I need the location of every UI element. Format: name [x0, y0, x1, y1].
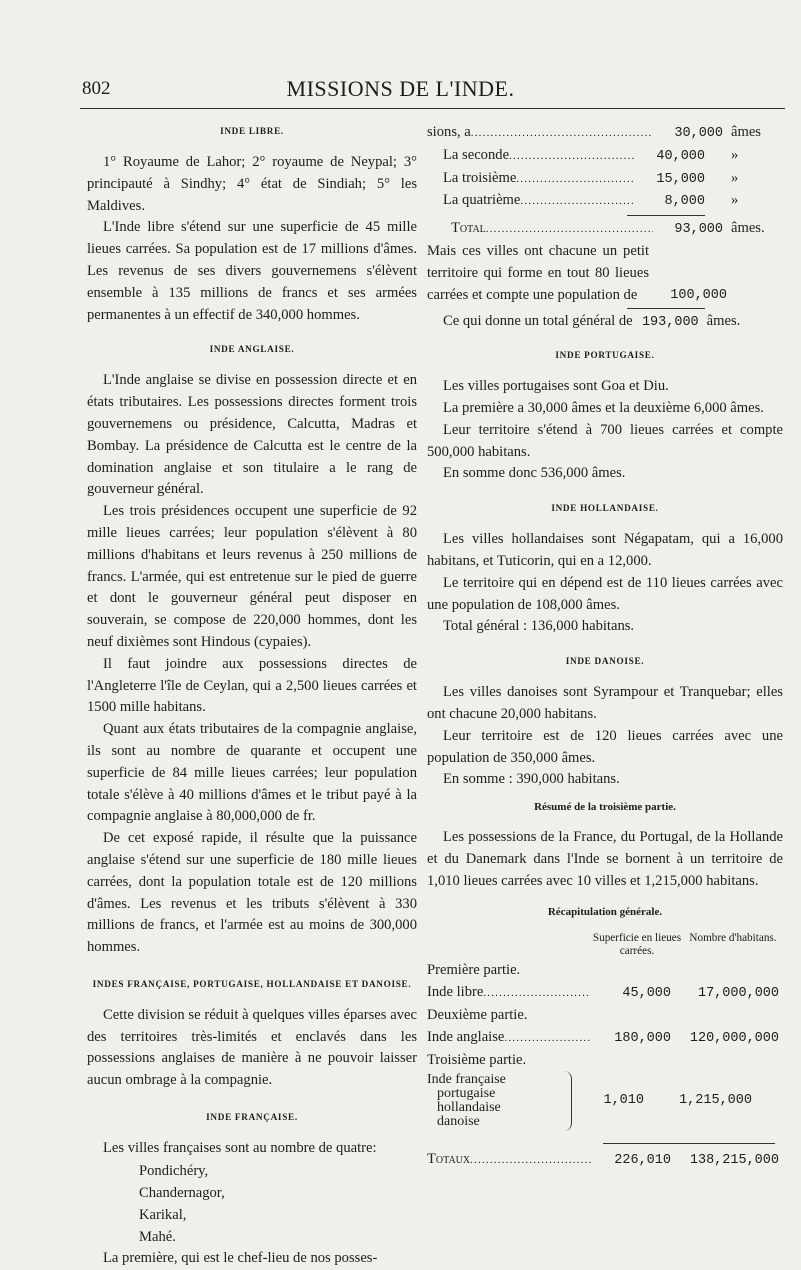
part-label: Première partie.: [427, 962, 521, 979]
group-item: hollandaise: [437, 1101, 501, 1116]
totals-rule: [603, 1143, 775, 1144]
list-item: Karikal,: [139, 1206, 187, 1223]
table-row: [427, 122, 783, 145]
part-label: Troisième partie.: [427, 1052, 527, 1069]
territory-row: [427, 241, 783, 306]
paragraph-resume: Les possessions de la France, du Portugal, de la Hollande et du Danemark dans l'Inde se bornent à un territoire de 1,010 lieues carrées avec 10 villes et 1,215,000 habitans.: [427, 828, 783, 889]
column-header-superficie: Superficie en lieues carrées.: [592, 932, 682, 958]
row-label: La quatrième: [443, 192, 521, 209]
total-label: Total: [451, 220, 486, 237]
paragraph-portugaise-4: En somme donc 536,000 âmes.: [443, 465, 626, 482]
paragraph-danoise-3: En somme : 390,000 habitans.: [443, 771, 620, 788]
table-row-total: [427, 218, 783, 241]
paragraph-inde-anglaise-4: Quant aux états tributaires de la compagnie anglaise, ils sont au nombre de quarante et occupent une superficie de 84 mille lieues carrées; leur population totale s'élève à 40 millions d'âmes et le tribut payé à la compagnie anglaise à 80,000,000 de fr.: [87, 721, 417, 825]
row-value: 40,000: [656, 148, 705, 164]
brace-icon: [561, 1071, 572, 1131]
header-rule: [80, 108, 785, 109]
grand-total-text: Ce qui donne un total général de: [443, 313, 633, 330]
table-row: [427, 1026, 779, 1050]
paragraph-inde-anglaise-2: Les trois présidences occupent une superficie de 92 mille lieues carrées; leur population s'élèvent à 80 millions d'habitans et leurs revenus à 250 millions de francs. L'armée, qui est entretenue sur le pied de guerre et dont le gouverneur général peut disposer en souverain, se compose de 220,000 hommes, dont les neuf dixièmes sont Hindous (cypaies).: [87, 503, 417, 650]
city-list: [87, 1160, 417, 1248]
paragraph-hollandaise-3: Total général : 136,000 habitans.: [443, 618, 635, 635]
row-superficie: 45,000: [622, 986, 671, 1002]
heading-inde-portugaise: INDE PORTUGAISE.: [555, 350, 655, 361]
paragraph-inde-anglaise-3: Il faut joindre aux possessions directes de l'Angleterre l'île de Ceylan, qui a 2,500 lieues carrées et 1500 mille habitans.: [87, 655, 417, 716]
paragraph-inde-francaise-end: La première, qui est le chef-lieu de nos posses-: [103, 1249, 378, 1266]
row-value: 8,000: [664, 194, 705, 210]
row-value: 15,000: [656, 171, 705, 187]
heading-inde-francaise: INDE FRANÇAISE.: [206, 1112, 298, 1123]
totals-superficie: 226,010: [614, 1153, 671, 1169]
row-label: La seconde: [443, 146, 510, 163]
row-unit: âmes: [731, 124, 761, 140]
paragraph-inde-anglaise-1: L'Inde anglaise se divise en possession directe et en états tributaires. Les possessions directes forment trois gouvernemens ou présidence, Calcutta, Madras et Bombay. La présidence de Calcutta est le centre de la domination anglaise et son titulaire a le rang de gouverneur général.: [87, 372, 417, 498]
paragraph-indes-diverses: Cette division se réduit à quelques villes éparses avec des territoires très-limités et enclavés dans les possessions anglaises de manière à ne pouvoir laisser aucun ombrage à la compagnie.: [87, 1006, 417, 1089]
paragraph-inde-anglaise-5: De cet exposé rapide, il résulte que la puissance anglaise s'étend sur une superficie de 180 mille lieues carrées, dont la population totale est de 120 millions d'âmes. Les revenus et les tributs s'élèvent à 330 millions de francs, et l'armée est au moins de 300,000 hommes.: [87, 830, 417, 956]
table-row: [427, 145, 783, 168]
paragraph-inde-libre-2: L'Inde libre s'étend sur une superficie de 45 mille lieues carrées. Sa population est de 17 millions d'âmes. Les revenus de ses divers gouvernemens s'élèvent ensemble à 135 millions de francs et ses armées permanentes à un effectif de 340,000 hommes.: [87, 219, 417, 323]
group-names: [427, 1073, 561, 1129]
row-value: 30,000: [674, 126, 723, 141]
recap-header: [427, 932, 779, 958]
paragraph-hollandaise-1: Les villes hollandaises sont Négapatam, qui a 16,000 habitans, et Tuticorin, qui en a 12,000.: [427, 531, 783, 569]
paragraph-portugaise-1: Les villes portugaises sont Goa et Diu.: [443, 378, 669, 395]
heading-inde-libre: INDE LIBRE.: [220, 126, 284, 136]
row-habitans: 120,000,000: [689, 1031, 779, 1047]
table-row: [427, 190, 783, 213]
totals-habitans: 138,215,000: [689, 1153, 779, 1169]
paragraph-hollandaise-2: Le territoire qui en dépend est de 110 lieues carrées avec une population de 108,000 âmes.: [427, 574, 783, 613]
heading-resume: Résumé de la troisième partie.: [534, 801, 676, 814]
group-item: Inde française: [427, 1073, 506, 1088]
right-column: [427, 122, 783, 1172]
row-unit: »: [731, 146, 739, 163]
paragraph-portugaise-3: Leur territoire s'étend à 700 lieues carrées et compte 500,000 habitans.: [427, 421, 783, 460]
row-label: Inde anglaise: [427, 1029, 505, 1046]
page-number: 802: [82, 78, 111, 99]
list-item: Mahé.: [139, 1228, 176, 1245]
mais-text: Mais ces villes ont chacune un petit territoire qui forme en tout 80 lieues carrées et compte une population de: [427, 242, 649, 303]
paragraph-danoise-1: Les villes danoises sont Syrampour et Tranquebar; elles ont chacune 20,000 habitans.: [427, 684, 783, 722]
paragraph-inde-libre-1: 1° Royaume de Lahor; 2° royaume de Neypal; 3° principauté à Sindhy; 4° état de Sindiah; 5° les Maldives.: [87, 154, 417, 214]
row-unit: »: [731, 169, 739, 186]
part-label: Deuxième partie.: [427, 1007, 528, 1024]
sum-rule: [627, 308, 705, 309]
grand-total-unit: âmes.: [706, 313, 741, 330]
group-item: portugaise: [437, 1087, 496, 1102]
population-table: [427, 122, 783, 334]
row-label: Inde libre: [427, 984, 484, 1001]
group-habitans: 1,215,000: [679, 1093, 752, 1109]
row-superficie: 180,000: [614, 1031, 671, 1047]
row-habitans: 17,000,000: [697, 986, 779, 1002]
row-label: La troisième: [443, 169, 517, 186]
table-row-group: [427, 1071, 779, 1131]
paragraph-portugaise-2: La première a 30,000 âmes et la deuxième 6,000 âmes.: [443, 399, 764, 416]
left-column: [87, 122, 417, 1270]
table-row-totals: [427, 1148, 779, 1172]
heading-inde-danoise: INDE DANOISE.: [565, 656, 645, 667]
sum-rule: [627, 215, 705, 216]
territory-text: [427, 241, 649, 306]
totals-label: Totaux: [427, 1151, 471, 1168]
table-row: [427, 168, 783, 191]
heading-indes-diverses: INDES FRANÇAISE, PORTUGAISE, HOLLANDAISE ET DANOISE.: [92, 978, 412, 989]
grand-total-value: 193,000: [641, 315, 699, 331]
list-item: Pondichéry,: [139, 1162, 209, 1179]
group-superficie: 1,010: [603, 1093, 644, 1109]
column-header-habitans: Nombre d'habitans.: [689, 932, 777, 945]
total-value: 93,000: [674, 222, 723, 238]
group-item: danoise: [437, 1115, 480, 1130]
table-row: [427, 981, 779, 1005]
heading-recapitulation: Récapitulation générale.: [547, 906, 663, 919]
running-head: MISSIONS DE L'INDE.: [286, 76, 515, 101]
row-label: sions, a: [427, 124, 471, 140]
paragraph-inde-francaise-intro: Les villes françaises sont au nombre de quatre:: [103, 1140, 377, 1157]
heading-inde-hollandaise: INDE HOLLANDAISE.: [551, 503, 659, 514]
total-unit: âmes.: [731, 220, 765, 237]
heading-inde-anglaise: INDE ANGLAISE.: [209, 344, 295, 355]
paragraph-danoise-2: Leur territoire est de 120 lieues carrées avec une population de 350,000 âmes.: [427, 727, 783, 766]
territory-value: 100,000: [670, 287, 727, 303]
row-unit: »: [731, 192, 739, 209]
grand-total-row: [427, 311, 783, 334]
recap-table: [427, 932, 783, 1172]
list-item: Chandernagor,: [139, 1184, 225, 1201]
